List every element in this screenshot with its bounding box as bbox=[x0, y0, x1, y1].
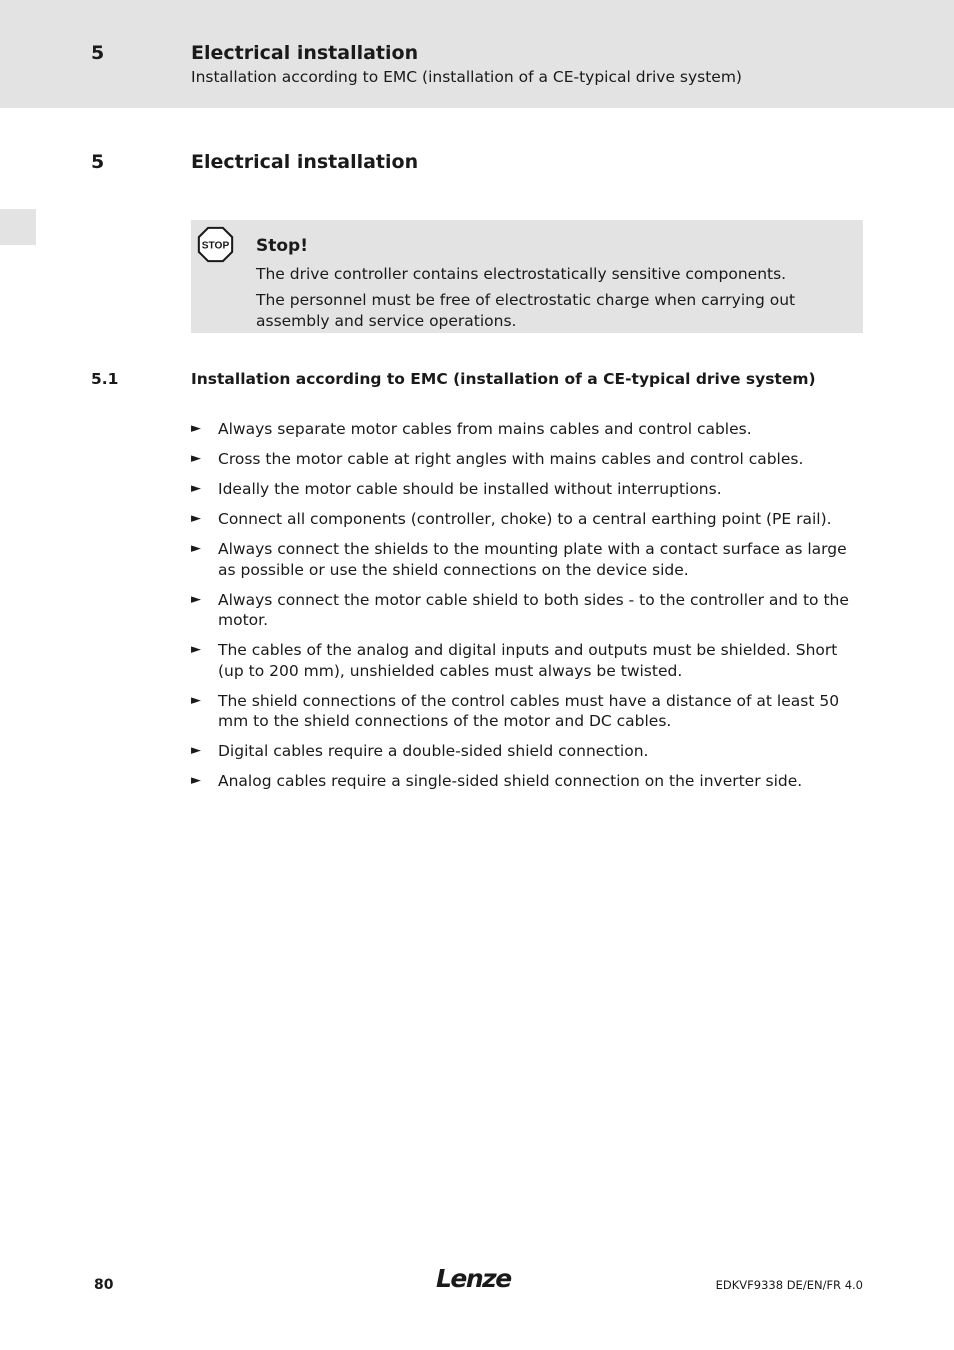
running-header bbox=[0, 0, 954, 108]
page-number: 80 bbox=[94, 1277, 114, 1293]
bullet-list bbox=[191, 419, 861, 801]
arrow-bullet-icon: ► bbox=[191, 743, 201, 758]
arrow-bullet-icon: ► bbox=[191, 541, 201, 556]
arrow-bullet-icon: ► bbox=[191, 481, 201, 496]
svg-text:STOP: STOP bbox=[201, 240, 230, 252]
section-title: Installation according to EMC (installation of a CE-typical drive system) bbox=[191, 370, 816, 388]
list-item: ► Digital cables require a double-sided shield connection. bbox=[191, 742, 649, 760]
stop-notice bbox=[191, 220, 863, 333]
stop-title: Stop! bbox=[256, 236, 308, 256]
header-subtitle: Installation according to EMC (installation of a CE-typical drive system) bbox=[191, 68, 742, 86]
chapter-number: 5 bbox=[91, 151, 105, 173]
arrow-bullet-icon: ► bbox=[191, 451, 201, 466]
stop-text-line-1: The drive controller contains electrostatically sensitive components. bbox=[256, 265, 787, 283]
arrow-bullet-icon: ► bbox=[191, 642, 201, 657]
stop-sign-icon bbox=[197, 226, 234, 263]
list-item: ► Always connect the motor cable shield to both sides - to the controller and to the motor. bbox=[191, 590, 849, 629]
list-item: ► Always separate motor cables from mains cables and control cables. bbox=[191, 420, 752, 438]
list-item: ► The shield connections of the control cables must have a distance of at least 50 mm to the shield connections of the motor and DC cables. bbox=[191, 691, 840, 730]
list-item: ► Connect all components (controller, choke) to a central earthing point (PE rail). bbox=[191, 510, 832, 528]
arrow-bullet-icon: ► bbox=[191, 421, 201, 436]
section-number: 5.1 bbox=[91, 370, 119, 388]
list-item: ► Always connect the shields to the mounting plate with a contact surface as large as possible or use the shield connections on the device side. bbox=[191, 540, 847, 579]
arrow-bullet-icon: ► bbox=[191, 591, 201, 607]
header-chapter-title: Electrical installation bbox=[191, 42, 419, 64]
header-chapter-number: 5 bbox=[91, 42, 105, 64]
stop-text-line-2: The personnel must be free of electrostatic charge when carrying out assembly and service operations. bbox=[256, 291, 796, 330]
list-item: ► Cross the motor cable at right angles with mains cables and control cables. bbox=[191, 450, 804, 468]
list-item: ► Analog cables require a single-sided shield connection on the inverter side. bbox=[191, 772, 803, 790]
arrow-bullet-icon: ► bbox=[191, 773, 201, 788]
list-item: ► The cables of the analog and digital inputs and outputs must be shielded. Short (up to 200 mm), unshielded cables must always be twisted. bbox=[191, 641, 838, 680]
chapter-tab-marker bbox=[0, 209, 36, 245]
lenze-logo: Lenze bbox=[436, 1264, 511, 1293]
arrow-bullet-icon: ► bbox=[191, 511, 201, 526]
document-id: EDKVF9338 DE/EN/FR 4.0 bbox=[715, 1278, 863, 1292]
list-item: ► Ideally the motor cable should be installed without interruptions. bbox=[191, 480, 722, 498]
arrow-bullet-icon: ► bbox=[191, 692, 201, 708]
chapter-title: Electrical installation bbox=[191, 151, 419, 173]
